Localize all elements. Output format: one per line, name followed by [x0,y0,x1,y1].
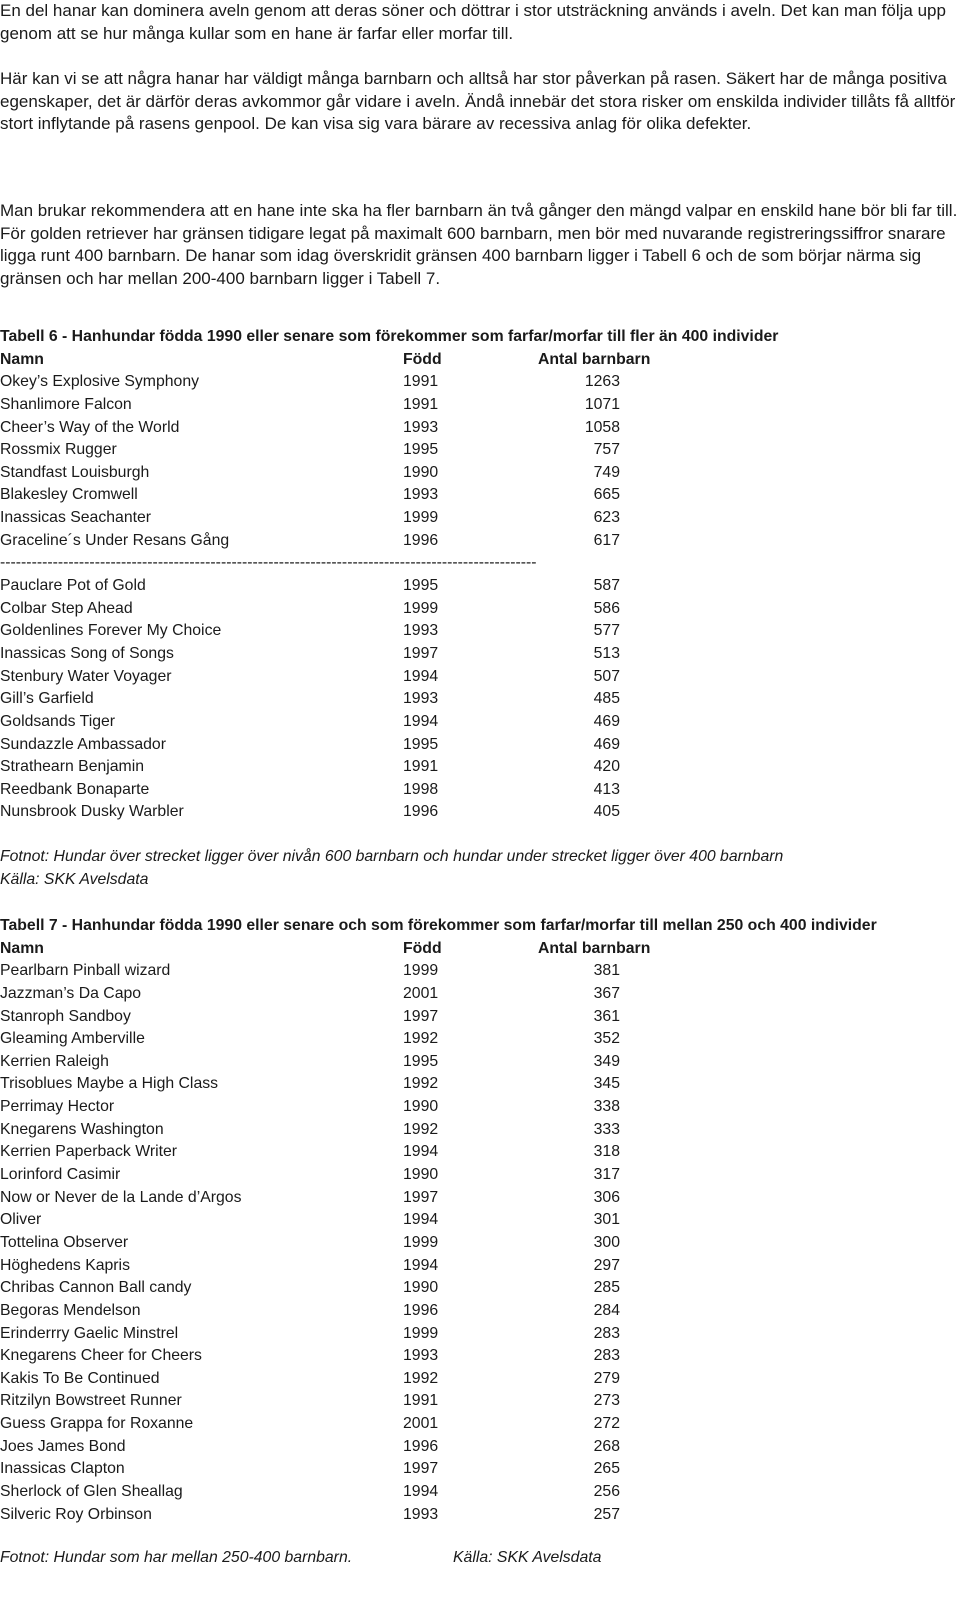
birth-year: 1998 [403,780,439,798]
grandchildren-count: 1071 [584,395,620,413]
birth-year: 1995 [403,577,439,595]
grandchildren-count: 338 [593,1098,620,1116]
dog-name: Knegarens Cheer for Cheers [0,1347,202,1365]
grandchildren-count: 349 [593,1052,620,1070]
dog-name: Chribas Cannon Ball candy [0,1279,192,1297]
birth-year: 1991 [403,395,439,413]
dog-name: Stenbury Water Voyager [0,667,172,685]
table-row [0,371,958,394]
grandchildren-count: 317 [593,1166,620,1184]
birth-year: 1992 [403,1369,439,1387]
birth-year: 1994 [403,1256,439,1274]
table-row [0,983,958,1006]
table-7-source: Källa: SKK Avelsdata [453,1549,602,1566]
grandchildren-count: 757 [593,441,620,459]
birth-year: 1993 [403,1505,439,1523]
table-row [0,394,958,417]
birth-year: 1999 [403,1233,439,1251]
birth-year: 1994 [403,1483,439,1501]
table-row [0,575,958,598]
dog-name: Begoras Mendelson [0,1301,141,1319]
dog-name: Perrimay Hector [0,1098,115,1116]
dog-name: Pauclare Pot of Gold [0,577,146,595]
grandchildren-count: 405 [593,803,620,821]
grandchildren-count: 297 [593,1256,620,1274]
table-row [0,1413,958,1436]
table-row [0,1096,958,1119]
dog-name: Nunsbrook Dusky Warbler [0,803,184,821]
table-6-caption-row [0,326,958,349]
birth-year: 2001 [403,984,439,1002]
grandchildren-count: 279 [593,1369,620,1387]
table-row [0,1028,958,1051]
birth-year: 1994 [403,1211,439,1229]
col-header-year: Född [403,939,442,957]
grandchildren-count: 749 [593,463,620,481]
birth-year: 1991 [403,373,439,391]
influence-paragraph: Här kan vi se att några hanar har väldigt många barnbarn och alltså har stor påverkan på rasen. Säkert har de många positiva egenskaper, det är därför deras avkommor går vidare i aveln. Ändå innebär det stora risker om enskilda individer tillåts få alltför stort inflytande på rasens genpool. De kan visa sig vara bärare av recessiva anlag för olika defekter. [0,69,956,134]
birth-year: 1990 [403,1279,439,1297]
table-row [0,1209,958,1232]
col-header-count: Antal barnbarn [538,939,651,957]
dog-name: Jazzman’s Da Capo [0,984,142,1002]
table-row [0,1073,958,1096]
dog-name: Goldsands Tiger [0,712,116,730]
table-row [0,960,958,983]
birth-year: 1990 [403,463,439,481]
dog-name: Joes James Bond [0,1437,126,1455]
birth-year: 1990 [403,1166,439,1184]
table-6-rows-below [0,575,958,824]
birth-year: 1996 [403,1437,439,1455]
dog-name: Kerrien Raleigh [0,1052,109,1070]
dog-name: Kerrien Paperback Writer [0,1143,178,1161]
dog-name: Knegarens Washington [0,1120,164,1138]
grandchildren-count: 586 [593,599,620,617]
table-6-footnote: Fotnot: Hundar över strecket ligger över nivån 600 barnbarn och hundar under strecket ligger över 400 barnbarn [0,848,784,865]
birth-year: 1993 [403,418,439,436]
table-row [0,756,958,779]
birth-year: 1992 [403,1030,439,1048]
dog-name: Standfast Louisburgh [0,463,150,481]
grandchildren-count: 381 [593,962,620,980]
birth-year: 1991 [403,758,439,776]
table-row [0,1436,958,1459]
table-row [0,666,958,689]
grandchildren-count: 285 [593,1279,620,1297]
grandchildren-count: 318 [593,1143,620,1161]
table-row [0,620,958,643]
grandchildren-count: 283 [593,1347,620,1365]
dog-name: Inassicas Song of Songs [0,644,174,662]
dog-name: Pearlbarn Pinball wizard [0,962,171,980]
table-row [0,1051,958,1074]
grandchildren-count: 617 [593,531,620,549]
table-row [0,417,958,440]
birth-year: 1993 [403,1347,439,1365]
dog-name: Rossmix Rugger [0,441,117,459]
grandchildren-count: 361 [593,1007,620,1025]
dog-name: Blakesley Cromwell [0,486,138,504]
birth-year: 1995 [403,441,439,459]
dog-name: Ritzilyn Bowstreet Runner [0,1392,182,1410]
table-row [0,507,958,530]
table-row [0,1277,958,1300]
birth-year: 1996 [403,531,439,549]
birth-year: 1999 [403,509,439,527]
grandchildren-count: 587 [593,577,620,595]
table-row [0,1323,958,1346]
grandchildren-count: 283 [593,1324,620,1342]
col-header-name: Namn [0,939,44,957]
table-row [0,1164,958,1187]
dog-name: Now or Never de la Lande d’Argos [0,1188,242,1206]
birth-year: 1993 [403,690,439,708]
birth-year: 1994 [403,1143,439,1161]
dog-name: Sundazzle Ambassador [0,735,166,753]
grandchildren-count: 420 [593,758,620,776]
table-row [0,1232,958,1255]
grandchildren-count: 300 [593,1233,620,1251]
grandchildren-count: 1263 [584,373,620,391]
birth-year: 1996 [403,1301,439,1319]
dog-name: Gill’s Garfield [0,690,94,708]
table-row [0,530,958,553]
table-row [0,484,958,507]
birth-year: 1991 [403,1392,439,1410]
table-row [0,779,958,802]
table-6 [0,326,958,824]
table-7 [0,915,958,1526]
grandchildren-count: 469 [593,735,620,753]
table-row [0,1390,958,1413]
table-row [0,643,958,666]
dog-name: Shanlimore Falcon [0,395,132,413]
table-row [0,1481,958,1504]
table-6-rows-above [0,371,958,552]
grandchildren-count: 413 [593,780,620,798]
dog-name: Kakis To Be Continued [0,1369,160,1387]
grandchildren-count: 352 [593,1030,620,1048]
dog-name: Graceline´s Under Resans Gång [0,531,230,549]
dog-name: Höghedens Kapris [0,1256,130,1274]
table-row [0,688,958,711]
grandchildren-count: 257 [593,1505,620,1523]
dog-name: Oliver [0,1211,42,1229]
dog-name: Tottelina Observer [0,1233,129,1251]
table-row [0,1255,958,1278]
grandchildren-count: 367 [593,984,620,1002]
table-7-caption-row [0,915,958,938]
table-row [0,1368,958,1391]
grandchildren-count: 665 [593,486,620,504]
birth-year: 1997 [403,1007,439,1025]
birth-year: 1996 [403,803,439,821]
table-6-caption: Tabell 6 - Hanhundar födda 1990 eller senare som förekommer som farfar/morfar till fler än 400 individer [0,328,779,345]
birth-year: 1993 [403,486,439,504]
dog-name: Guess Grappa for Roxanne [0,1415,194,1433]
birth-year: 1993 [403,622,439,640]
grandchildren-count: 513 [593,644,620,662]
grandchildren-count: 577 [593,622,620,640]
dog-name: Okey’s Explosive Symphony [0,373,200,391]
col-header-year: Född [403,350,442,368]
grandchildren-count: 284 [593,1301,620,1319]
birth-year: 1997 [403,1460,439,1478]
birth-year: 1999 [403,599,439,617]
table-row [0,1345,958,1368]
birth-year: 1997 [403,1188,439,1206]
table-row [0,1006,958,1029]
dog-name: Silveric Roy Orbinson [0,1505,152,1523]
birth-year: 1999 [403,1324,439,1342]
dog-name: Lorinford Casimir [0,1166,121,1184]
grandchildren-count: 507 [593,667,620,685]
dog-name: Colbar Step Ahead [0,599,133,617]
birth-year: 1992 [403,1120,439,1138]
table-row [0,1300,958,1323]
grandchildren-count: 265 [593,1460,620,1478]
table-row [0,801,958,824]
table-row [0,462,958,485]
grandchildren-count: 256 [593,1483,620,1501]
birth-year: 1997 [403,644,439,662]
dog-name: Trisoblues Maybe a High Class [0,1075,219,1093]
birth-year: 1995 [403,1052,439,1070]
birth-year: 1992 [403,1075,439,1093]
birth-year: 1994 [403,712,439,730]
birth-year: 1995 [403,735,439,753]
table-7-caption: Tabell 7 - Hanhundar födda 1990 eller senare och som förekommer som farfar/morfar till mellan 250 och 400 individer [0,917,877,934]
table-row [0,1458,958,1481]
dog-name: Strathearn Benjamin [0,758,145,776]
col-header-count: Antal barnbarn [538,350,651,368]
grandchildren-count: 469 [593,712,620,730]
dog-name: Erinderrry Gaelic Minstrel [0,1324,179,1342]
table-row [0,1187,958,1210]
grandchildren-count: 268 [593,1437,620,1455]
grandchildren-count: 273 [593,1392,620,1410]
table-row [0,734,958,757]
dog-name: Goldenlines Forever My Choice [0,622,222,640]
table-row [0,439,958,462]
grandchildren-count: 333 [593,1120,620,1138]
dog-name: Sherlock of Glen Sheallag [0,1483,183,1501]
intro-paragraph: En del hanar kan dominera aveln genom att deras söner och döttrar i stor utsträckning används i aveln. Det kan man följa upp genom att se hur många kullar som en hane är farfar eller morfar till. [0,1,946,43]
table-7-header-row [0,938,958,961]
dog-name: Reedbank Bonaparte [0,780,150,798]
grandchildren-count: 306 [593,1188,620,1206]
table-row [0,711,958,734]
recommendation-paragraph: Man brukar rekommendera att en hane inte ska ha fler barnbarn än två gånger den mängd valpar en enskild hane bör bli far till. För golden retriever har gränsen tidigare legat på maximalt 600 barnbarn, men bör med nuvarande registreringssiffror snarare ligga runt 400 barnbarn. De hanar som idag överskridit gränsen 400 barnbarn ligger i Tabell 6 och de som börjar närma sig gränsen och har mellan 200-400 barnbarn ligger i Tabell 7. [0,201,958,288]
table-7-rows [0,960,958,1526]
col-header-name: Namn [0,350,44,368]
dog-name: Inassicas Seachanter [0,509,152,527]
table-row [0,598,958,621]
table-row [0,1504,958,1527]
grandchildren-count: 272 [593,1415,620,1433]
table-row [0,1119,958,1142]
birth-year: 1999 [403,962,439,980]
dog-name: Stanroph Sandboy [0,1007,131,1025]
table-7-footnote: Fotnot: Hundar som har mellan 250-400 barnbarn. [0,1549,353,1566]
birth-year: 2001 [403,1415,439,1433]
grandchildren-count: 345 [593,1075,620,1093]
grandchildren-count: 301 [593,1211,620,1229]
table-row [0,1141,958,1164]
birth-year: 1990 [403,1098,439,1116]
table-6-separator [0,552,958,575]
grandchildren-count: 1058 [584,418,620,436]
separator-line: ------------------------------------------------------------------------------------------------------ [0,554,537,572]
table-6-source: Källa: SKK Avelsdata [0,871,149,888]
grandchildren-count: 485 [593,690,620,708]
dog-name: Inassicas Clapton [0,1460,125,1478]
table-6-header-row [0,349,958,372]
birth-year: 1994 [403,667,439,685]
dog-name: Cheer’s Way of the World [0,418,180,436]
dog-name: Gleaming Amberville [0,1030,145,1048]
grandchildren-count: 623 [593,509,620,527]
